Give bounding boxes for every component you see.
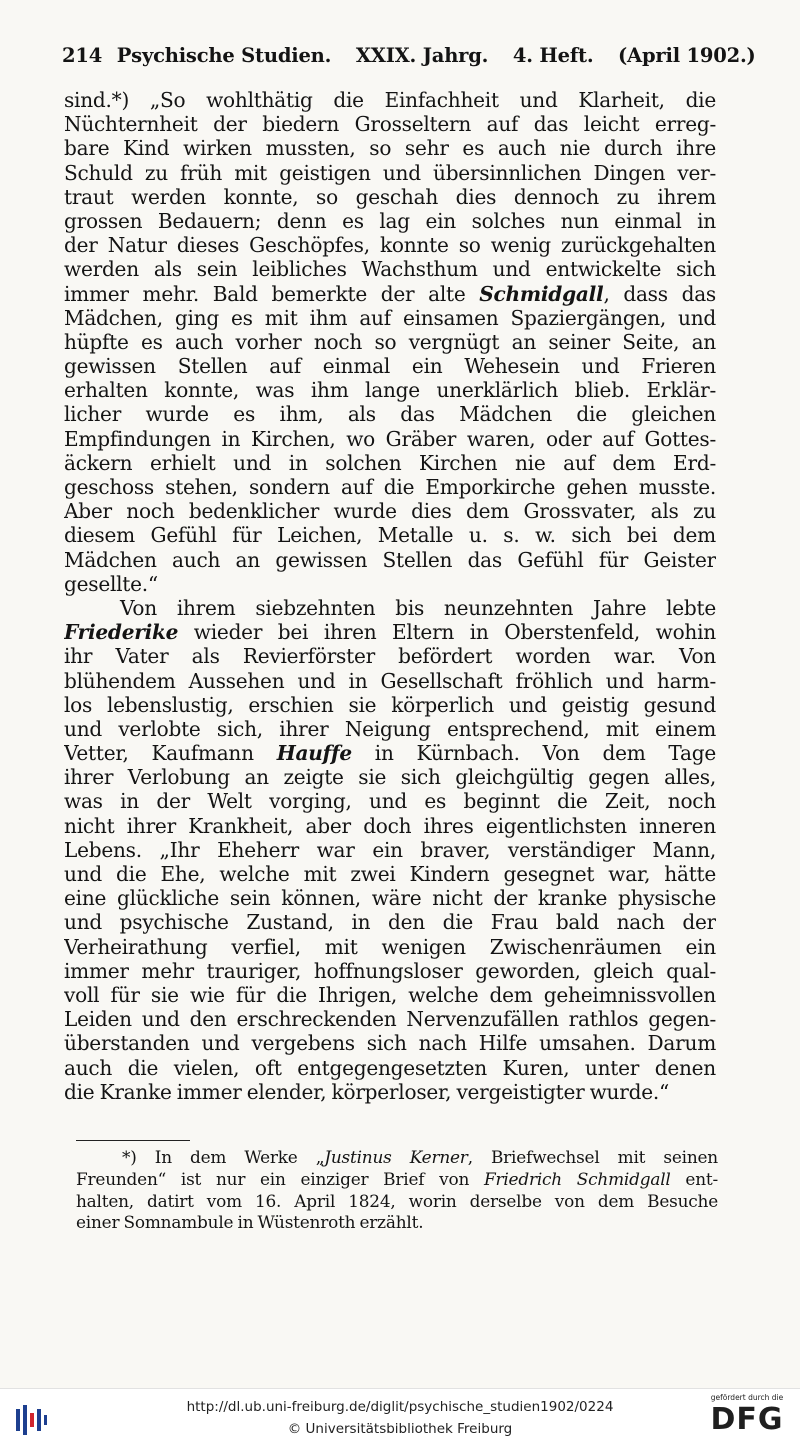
text-line: hüpfte es auch vorher noch so vergnügt an seiner Seite, an [64,329,716,354]
text-line: sind.*) „So wohlthätig die Einfachheit und Klarheit, die [64,88,716,112]
text-line: eine glückliche sein können, wäre nicht der kranke physische [64,886,716,911]
person-name: Justinus Kerner [324,1147,468,1167]
text-line: Verheirathung verfiel, mit wenigen Zwischenräumen ein [64,934,716,959]
text-line: Vetter, Kaufmann Hauffe in Kürnbach. Von dem Tage [64,741,716,766]
text-line: blühendem Aussehen und in Gesellschaft fröhlich und harm- [64,668,716,693]
text-line: Mädchen, ging es mit ihm auf einsamen Spaziergängen, und [64,305,716,330]
text-line: Schuld zu früh mit geistigen und übersinnlichen Dingen ver- [64,160,716,185]
issue-date: (April 1902.) [618,44,756,67]
text-line: immer mehr trauriger, hoffnungsloser geworden, gleich qual- [64,958,716,983]
footnote-divider [76,1140,190,1141]
text-line: der Natur dieses Geschöpfes, konnte so wenig zurückgehalten [64,233,716,258]
text-line: traut werden konnte, so geschah dies dennoch zu ihrem [64,184,716,209]
dfg-logo-text: DFG [710,1402,784,1437]
journal-title: Psychische Studien. [116,44,332,67]
text-line: Nüchternheit der biedern Grosseltern auf das leicht erreg- [64,112,716,137]
text-line: geschoss stehen, sondern auf die Emporkirche gehen musste. [64,475,716,499]
text-line: und verlobte sich, ihrer Neigung entsprechend, mit einem [64,716,716,741]
footnote-line: halten, datirt vom 16. April 1824, worin derselbe von dem Besuche [76,1190,718,1211]
text-line: los lebenslustig, erschien sie körperlich und geistig gesund [64,692,716,717]
text-line: äckern erhielt und in solchen Kirchen nie auf dem Erd- [64,450,716,475]
page-header [62,44,756,67]
text-line: licher wurde es ihm, als das Mädchen die gleichen [64,402,716,427]
page-number: 214 [62,44,103,67]
footnote-line: einer Somnambule in Wüstenroth erzählt. [76,1212,424,1233]
text-line: diesem Gefühl für Leichen, Metalle u. s. w. sich bei dem [64,523,716,548]
dfg-logo [704,1393,790,1437]
volume-label: XXIX. Jahrg. [355,44,489,67]
text-line: gesellte.“ [64,571,158,596]
text-line: ihr Vater als Revierförster befördert worden war. Von [64,644,716,669]
footnote-line: Freunden“ ist nur ein einziger Brief von Friedrich Schmidgall ent- [76,1168,718,1189]
text-line: und die Ehe, welche mit zwei Kindern gesegnet war, hätte [64,862,716,886]
text-line: Aber noch bedenklicher wurde dies dem Grossvater, als zu [64,499,716,524]
dfg-caption: gefördert durch die [710,1393,784,1402]
issue-label: 4. Heft. [512,44,594,67]
text-line: und psychische Zustand, in den die Frau bald nach der [64,910,716,935]
text-line: auch die vielen, oft entgegengesetzten Kuren, unter denen [64,1055,716,1080]
person-name: Hauffe [276,741,352,766]
text-line: bare Kind wirken mussten, so sehr es auch nie durch ihre [64,136,716,161]
text-line: Leiden und den erschreckenden Nervenzufällen rathlos gegen- [64,1007,716,1032]
text-line: ihrer Verlobung an zeigte sie sich gleichgültig gegen alles, [64,765,716,790]
footnote-line: *) In dem Werke „Justinus Kerner, Briefwechsel mit seinen [122,1147,718,1167]
copyright-notice: © Universitätsbibliothek Freiburg [287,1421,513,1437]
text-line: erhalten konnte, was ihm lange unerklärlich blieb. Erklär- [64,378,716,403]
footnote [76,1147,718,1234]
permalink-url[interactable]: http://dl.ub.uni-freiburg.de/diglit/psychische_studien1902/0224 [186,1399,614,1415]
person-name: Schmidgall [479,281,604,306]
text-line: nicht ihrer Krankheit, aber doch ihres eigentlichsten inneren [64,813,716,838]
text-line: immer mehr. Bald bemerkte der alte Schmidgall, dass das [64,281,716,306]
text-line: Mädchen auch an gewissen Stellen das Gefühl für Geister [64,547,716,572]
text-line: voll für sie wie für die Ihrigen, welche dem geheimnissvollen [64,982,716,1007]
text-line: Lebens. „Ihr Eheherr war ein braver, verständiger Mann, [64,837,716,862]
body-text [64,88,716,1104]
text-line: die Kranke immer elender, körperloser, vergeistigter wurde.“ [64,1079,670,1104]
text-line: was in der Welt vorging, und es beginnt die Zeit, noch [64,789,716,814]
viewer-footer-bar [0,1388,800,1451]
text-line: überstanden und vergebens sich nach Hilfe umsahen. Darum [64,1031,716,1056]
text-line: gewissen Stellen auf einmal ein Wehesein und Frieren [64,354,716,379]
text-line: grossen Bedauern; denn es lag ein solches nun einmal in [64,208,716,233]
text-line: werden als sein leibliches Wachsthum und entwickelte sich [64,257,716,282]
person-name: Friedrich Schmidgall [483,1168,671,1189]
person-name: Friederike [64,620,179,645]
text-line: Von ihrem siebzehnten bis neunzehnten Jahre lebte [120,595,716,620]
text-line: Empfindungen in Kirchen, wo Gräber waren, oder auf Gottes- [64,426,716,451]
text-line: Friederike wieder bei ihren Eltern in Oberstenfeld, wohin [64,620,716,645]
